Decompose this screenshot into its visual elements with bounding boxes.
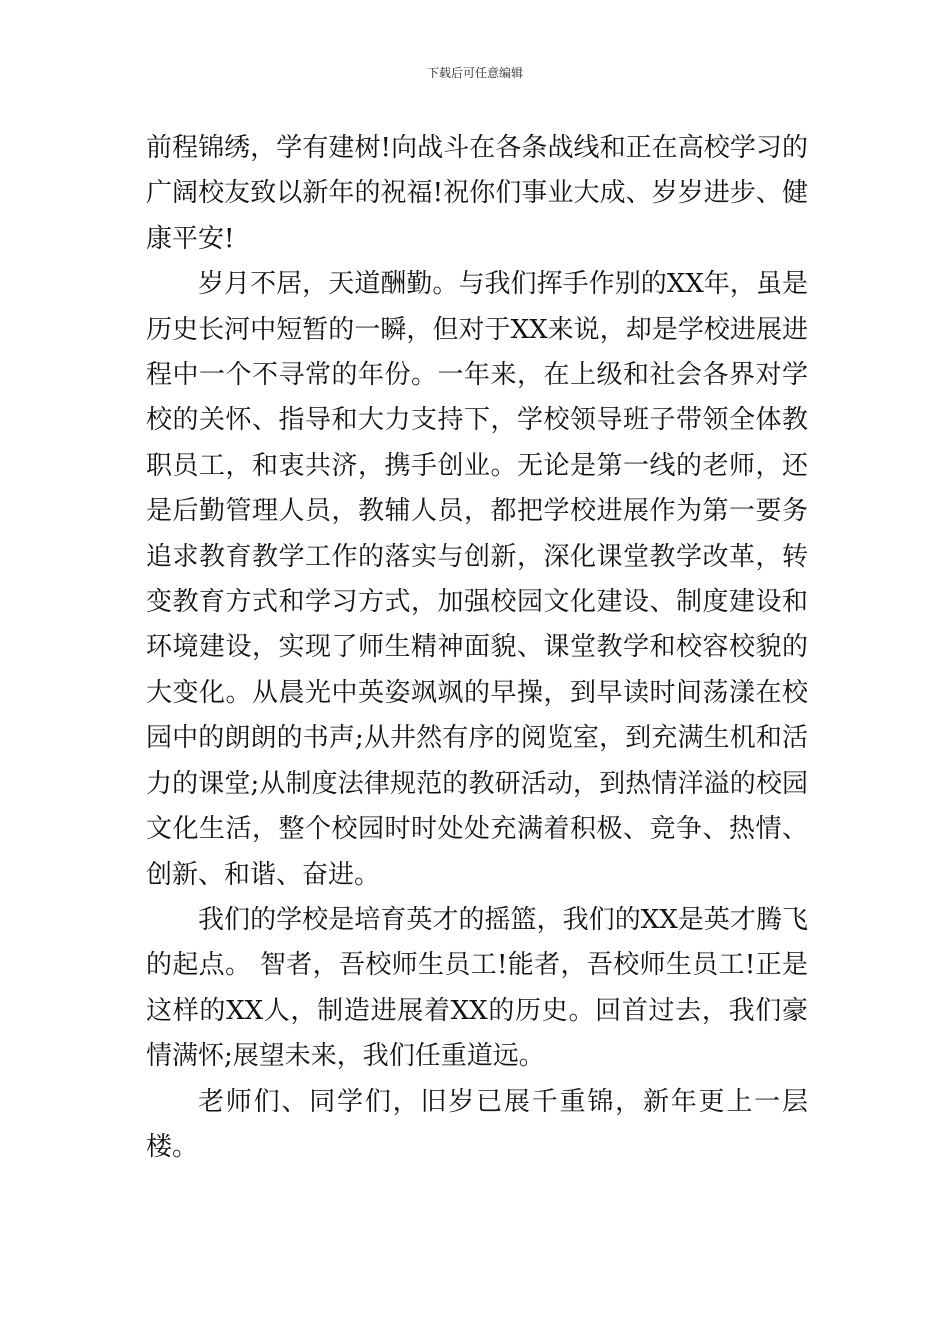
paragraph-1: 前程锦绣，学有建树!向战斗在各条战线和正在高校学习的广阔校友致以新年的祝福!祝你们事业大成、岁岁进步、健康平安! [146, 133, 808, 254]
paragraph-2: 岁月不居，天道酬勤。与我们挥手作别的XX年，虽是历史长河中短暂的一瞬，但对于XX来说，却是学校进展进程中一个不寻常的年份。一年来，在上级和社会各界对学校的关怀、指导和大力支持下，学校领导班子带领全体教职员工，和衷共济，携手创业。无论是第一线的老师，还是后勤管理人员，教辅人员，都把学校进展作为第一要务追求教育教学工作的落实与创新，深化课堂教学改革，转变教育方式和学习方式，加强校园文化建设、制度建设和环境建设，实现了师生精神面貌、课堂教学和校容校貌的大变化。从晨光中英姿飒飒的早操，到早读时间荡漾在校园中的朗朗的书声;从井然有序的阅览室，到充满生机和活力的课堂;从制度法律规范的教研活动，到热情洋溢的校园文化生活，整个校园时时处处充满着积极、竞争、热情、创新、和谐、奋进。 [146, 269, 808, 890]
paragraph-3: 我们的学校是培育英才的摇篮，我们的XX是英才腾飞的起点。 智者，吾校师生员工!能者，吾校师生员工!正是这样的XX人，制造进展着XX的历史。回首过去，我们豪情满怀;展望未来，我们任重道远。 [146, 904, 808, 1072]
paragraph-4: 老师们、同学们，旧岁已展千重锦，新年更上一层楼。 [146, 1086, 808, 1162]
page-header: 下载后可任意编辑 [426, 66, 523, 80]
document-body [146, 126, 808, 1170]
